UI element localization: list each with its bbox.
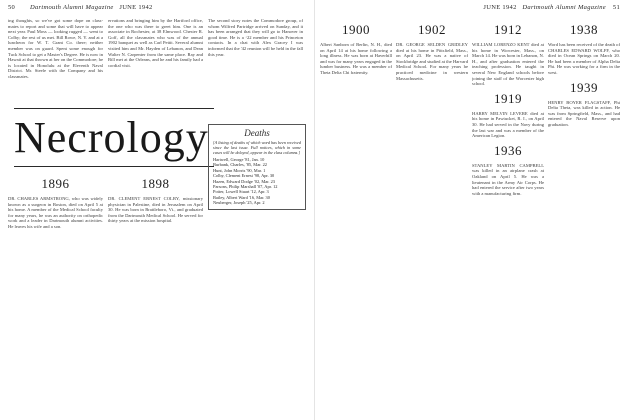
year-heading-1919: 1919 [494, 90, 522, 106]
deaths-row: Colby, Clement Ernest '98, Apr. 30 [213, 173, 275, 179]
left-page-title: Dartmouth Alumni Magazine JUNE 1942 [30, 4, 153, 11]
deaths-box [208, 124, 306, 210]
deaths-column [208, 120, 306, 210]
left-col-2-bottom: 1898 DR. CLEMENT ERNEST COLBY, missionary physician in Palestine, died in Jerusalem on April 30. He was born in Brattleboro, Vt., and graduated from the Dartmouth Medical School. He served for thirty years at the mission hospital. [108, 176, 203, 224]
deaths-row: Hazen, Edward Dodge '02, Mar. 23 [213, 178, 275, 184]
left-col-1-bottom: 1896 DR. CHARLES ARMSTRONG, who was widely known as a surgeon in Boston, died on April 5 at his home. A member of the Medical School faculty for many years, he was an authority on orthopedic work and a leader in Dartmouth alumni activities. He leaves his wife and a son. [8, 176, 103, 229]
left-page-header [8, 4, 308, 14]
page-gutter [314, 0, 315, 420]
left-col-2-top: ervations and bringing him by the Hartford office, the one who was there to greet him. One is an associate in Rochester, at 38 Elmwood. Chester R. Goff, all the classmates who was of the annual 1902 banquet as well as Carl Pettit. Several alumni visited him and Mr. Hayden of Lebanon, and Dean Walter N. Carpenter from the same place. Ray and Bill met at the Orleans, and he and his family had a cordial visit. [108, 18, 203, 68]
left-page-number: 50 [8, 4, 16, 11]
year-heading-1938: 1938 [570, 22, 598, 37]
year-heading-1898: 1898 [141, 176, 170, 191]
right-col-1: 1900 Albert Sanborn of Berlin, N. H., died on April 14 at his home following a long illness. He was born at Haverhill and was for many years engaged in the lumber business. He was a member of Theta Delta Chi fraternity. [320, 22, 392, 75]
deaths-row: Burbank, Charles, '85, Mar. 22 [213, 162, 267, 168]
necrology-bottom-rule [14, 166, 214, 167]
left-col-3-top: The second story notes the Commodore group, of whom Wilfred Partridge arrived on Sunday, and it has been arranged that they will go to Hanover in good time. He is a ‘22 member and his Princeton contacts. In a chat with Alex Gracey I was informed that the '42 reunion will be held in the fall this year. [208, 18, 303, 57]
left-page [8, 0, 308, 420]
year-heading-1936: 1936 [494, 142, 522, 158]
right-col-4: 1938 Word has been received of the death of CHARLES EDWARD WOLFF, who died in Ocean Springs on March 20. He had been a member of Alpha Delta Phi. He was working for a firm in the west. 1939 HENRY BOYER FLAGSTAFF, Phi Delta Theta, was killed in action. He was from Springfield, Mass., and had entered the Naval Reserve upon graduation. [548, 22, 620, 127]
year-heading-1900: 1900 [342, 22, 370, 37]
left-col-1-top: ing thoughts, so we've got some dope on class-mates to report and some that will have to appear next year. Paul Moss — looking rugged — went to Colby; the rest of us met. Bill Rowe, N. Y. and at a luncheon for W. T. Grant Co. there; neither member was on guard. Spent some enough for Tuck School to get a Master's Degree. He is now in Hawaii at that thrown at her on the Commodore; he is located in Honolulu at the Eleventh Naval District. Mr. Steele with the Company and his classmates. [8, 18, 103, 79]
year-heading-1902: 1902 [418, 22, 446, 37]
deaths-title: Deaths [244, 128, 270, 138]
right-page-title: JUNE 1942 Dartmouth Alumni Magazine [483, 4, 606, 11]
deaths-row: Neuberger, Joseph '25, Apr. 2 [213, 200, 265, 206]
right-col-3: 1912 WILLIAM LORENZO KENT died at his home in Worcester, Mass., on March 14. He was born in Lebanon, N. H., and after graduation entered the teaching profession. He taught in several New England schools before joining the staff of the Worcester high school. 1919 HARRY MELVIN LEVERE died at his home in Pawtucket, R. I., on April 30. He had served in the Navy during the last war and was a member of the American Legion. 1936 STANLEY MARTIN CAMPBELL was killed in an airplane crash at Oakland on April 5. He was a lieutenant in the Army Air Corps. He had entered the service after two years with a manufacturing firm. [472, 22, 544, 196]
deaths-row: Hunt, John Morris '90, Mar. 1 [213, 167, 266, 173]
deaths-intro: [A listing of deaths of which word has been received since the last issue. Full notices, which in some cases will be delayed, appear in the class columns.] [213, 140, 301, 155]
deaths-row: Bailey, Albert Ward '16, Mar. 30 [213, 194, 270, 200]
necrology-heading: Necrology [14, 113, 209, 162]
year-heading-1939: 1939 [570, 79, 598, 95]
deaths-row: Parsons, Philip Marshall '07, Apr. 12 [213, 184, 278, 190]
necrology-top-rule [14, 108, 214, 109]
right-col-2: 1902 DR. GEORGE SELDEN GRIDLEY died at his home in Pittsfield, Mass., on April 23. He was a native of Stockbridge and studied at the Harvard Medical School. For many years he practiced medicine in western Massachusetts. [396, 22, 468, 81]
right-page [320, 0, 620, 420]
deaths-row: Potter, Lowell Stuart '12, Apr. 3 [213, 189, 269, 195]
right-page-header [320, 4, 620, 14]
deaths-row: Hartwell, George '81, Jan. 10 [213, 157, 265, 162]
right-page-number: 51 [612, 4, 620, 11]
year-heading-1896: 1896 [41, 176, 70, 191]
year-heading-1912: 1912 [494, 22, 522, 37]
